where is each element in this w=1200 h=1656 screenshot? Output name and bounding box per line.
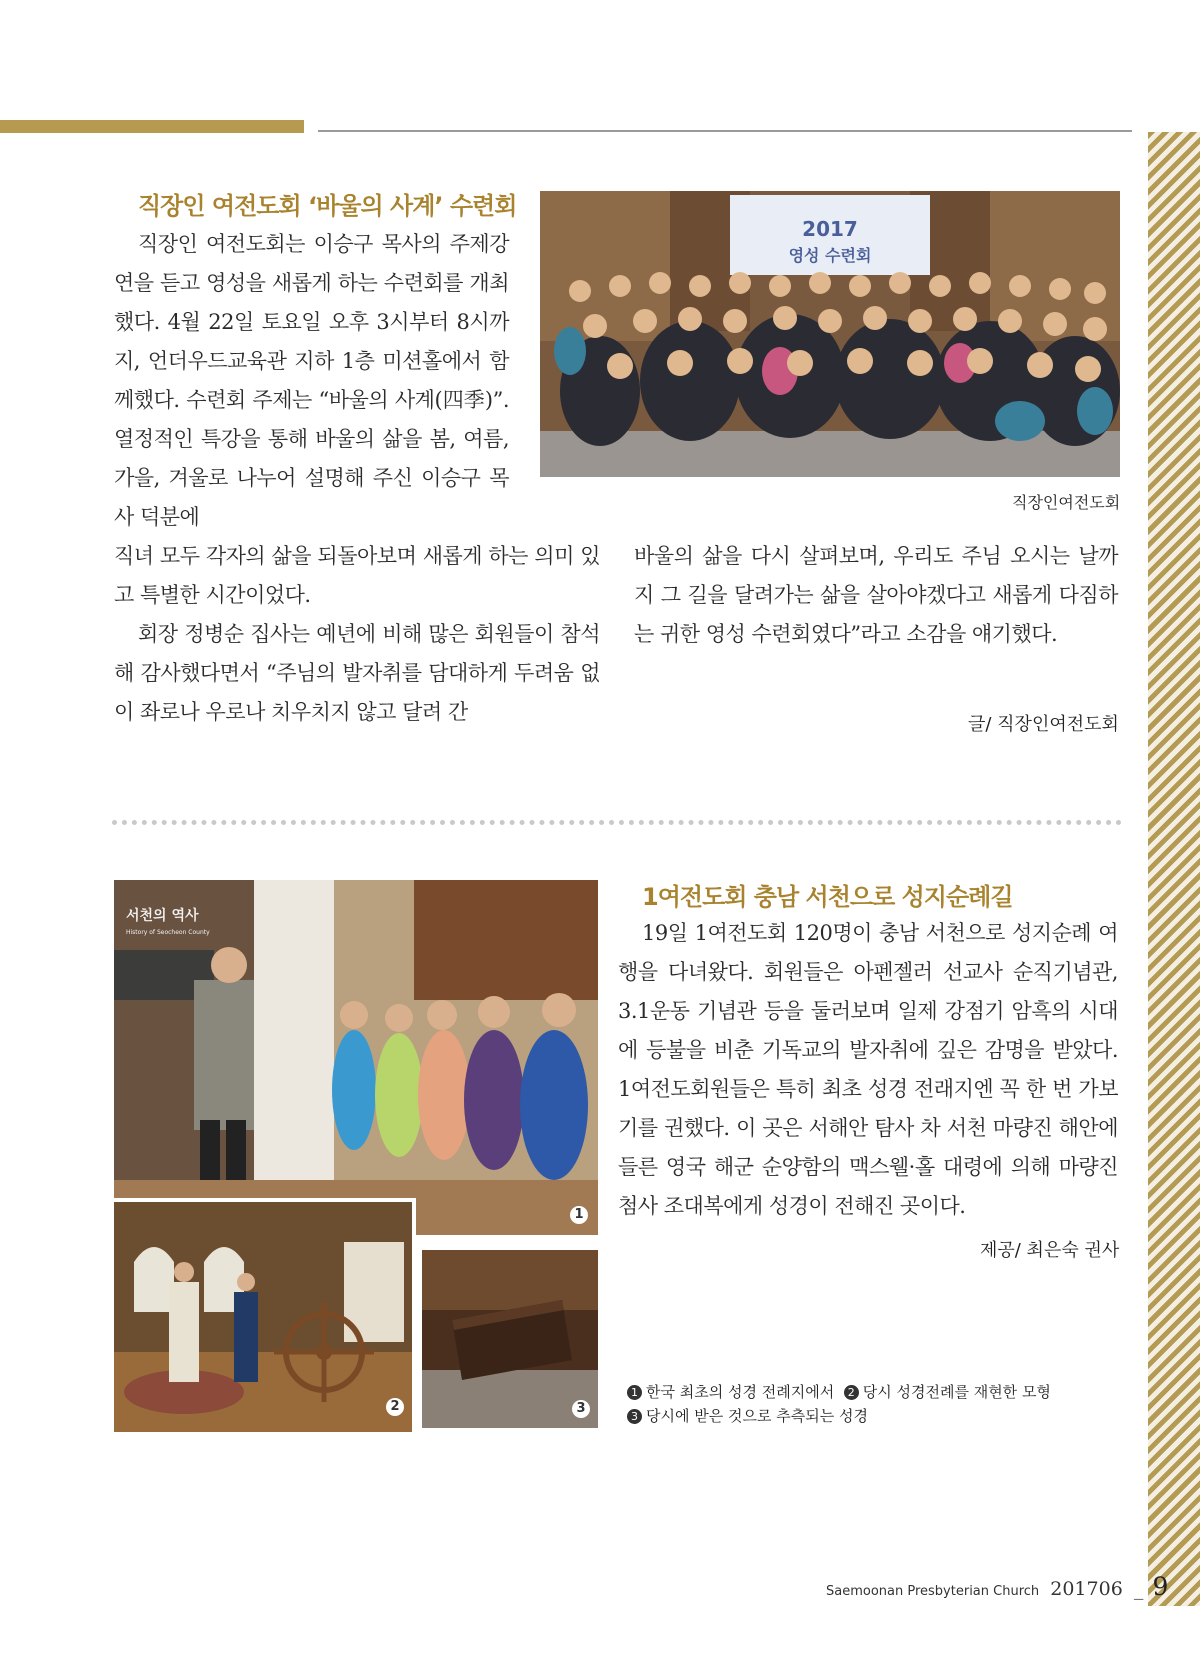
article1-col2-text: 바울의 삶을 다시 살펴보며, 우리도 주님 오시는 날까지 그 길을 달려가는 삶을 살아야겠다고 새롭게 다짐하는 귀한 영성 수련회였다”라고 소감을 얘기했다. bbox=[634, 544, 1118, 646]
article2-title: 1여전도회 충남 서천으로 성지순례길 bbox=[642, 883, 1013, 911]
top-rule bbox=[318, 130, 1132, 132]
page-footer bbox=[826, 1572, 1168, 1601]
photo3-number: 3 bbox=[572, 1400, 590, 1418]
caption-2-text: 당시 성경전례를 재현한 모형 bbox=[862, 1383, 1051, 1401]
article1-byline: 글/ 직장인여전도회 bbox=[968, 714, 1119, 735]
photo1-number: 1 bbox=[570, 1206, 588, 1224]
photo-model-illustration bbox=[114, 1202, 412, 1432]
group-photo-illustration bbox=[540, 191, 1120, 477]
section-divider bbox=[112, 820, 1122, 825]
photo-model bbox=[114, 1198, 416, 1432]
page-number: 9 bbox=[1152, 1572, 1169, 1601]
photo-bible bbox=[422, 1250, 598, 1428]
caption-line-1 bbox=[627, 1380, 1051, 1404]
photo-sign-subtitle: History of Seocheon County bbox=[126, 929, 210, 936]
photo-sign-title: 서천의 역사 bbox=[126, 908, 199, 924]
caption-1-number: 1 bbox=[627, 1385, 642, 1400]
article2-credit: 제공/ 최은숙 권사 bbox=[980, 1240, 1120, 1261]
photo-captions bbox=[627, 1380, 1051, 1428]
article1-paragraph2: 회장 정병순 집사는 예년에 비해 많은 회원들이 참석해 감사했다면서 “주님의 발자취를 담대하게 두려움 없이 좌로나 우로나 치우치지 않고 달려 간 bbox=[114, 622, 600, 724]
footer-separator: _ bbox=[1133, 1578, 1144, 1600]
article1-title: 직장인 여전도회 ‘바울의 사계’ 수련회 bbox=[138, 192, 517, 220]
footer-issue: 201706 bbox=[1050, 1578, 1123, 1600]
caption-3-number: 3 bbox=[627, 1409, 642, 1424]
group-photo bbox=[540, 191, 1120, 477]
caption-3-text: 당시에 받은 것으로 추측되는 성경 bbox=[646, 1407, 868, 1425]
caption-2-number: 2 bbox=[844, 1385, 859, 1400]
caption-line-2 bbox=[627, 1404, 1051, 1428]
article1-col1-text: 직장인 여전도회는 이승구 목사의 주제강연을 듣고 영성을 새롭게 하는 수련회를 개최했다. 4월 22일 토요일 오후 3시부터 8시까지, 언더우드교육관 지하 1층 미션홀에서 함께했다. 수련회 주제는 “바울의 사계(四季)”. 열정적인 특강을 통해 바울의 삶을 봄, 여름, 가을, 겨울로 나누어 설명해 주신 이승구 목사 덕분에 bbox=[114, 232, 509, 529]
top-gold-bar bbox=[0, 120, 304, 133]
group-photo-credit: 직장인여전도회 bbox=[1012, 493, 1121, 512]
banner-text: 영성 수련회 bbox=[788, 246, 872, 265]
photo-bible-illustration bbox=[422, 1250, 598, 1428]
banner-year: 2017 bbox=[802, 217, 858, 241]
photo2-number: 2 bbox=[386, 1398, 404, 1416]
photo-lecture bbox=[114, 880, 598, 1235]
caption-item-1 bbox=[627, 1383, 834, 1401]
footer-church-name: Saemoonan Presbyterian Church bbox=[826, 1584, 1040, 1599]
article1-col1-continued: 직녀 모두 각자의 삶을 되돌아보며 새롭게 하는 의미 있고 특별한 시간이었다. bbox=[114, 544, 600, 607]
side-stripe bbox=[1148, 132, 1200, 1606]
caption-item-2 bbox=[844, 1383, 1051, 1401]
photo-lecture-illustration bbox=[114, 880, 598, 1235]
caption-1-text: 한국 최초의 성경 전례지에서 bbox=[646, 1383, 835, 1401]
article2-body: 19일 1여전도회 120명이 충남 서천으로 성지순례 여행을 다녀왔다. 회원들은 아펜젤러 선교사 순직기념관, 3.1운동 기념관 등을 둘러보며 일제 강점기 암흑의 시대에 등불을 비춘 기독교의 발자취에 깊은 감명을 받았다. 1여전도회원들은 특히 최초 성경 전래지엔 꼭 한 번 가보기를 권했다. 이 곳은 서해안 탐사 차 서천 마량진 해안에 들른 영국 해군 순양함의 맥스웰·홀 대령에 의해 마량진 첨사 조대복에게 성경이 전해진 곳이다. bbox=[618, 921, 1118, 1218]
